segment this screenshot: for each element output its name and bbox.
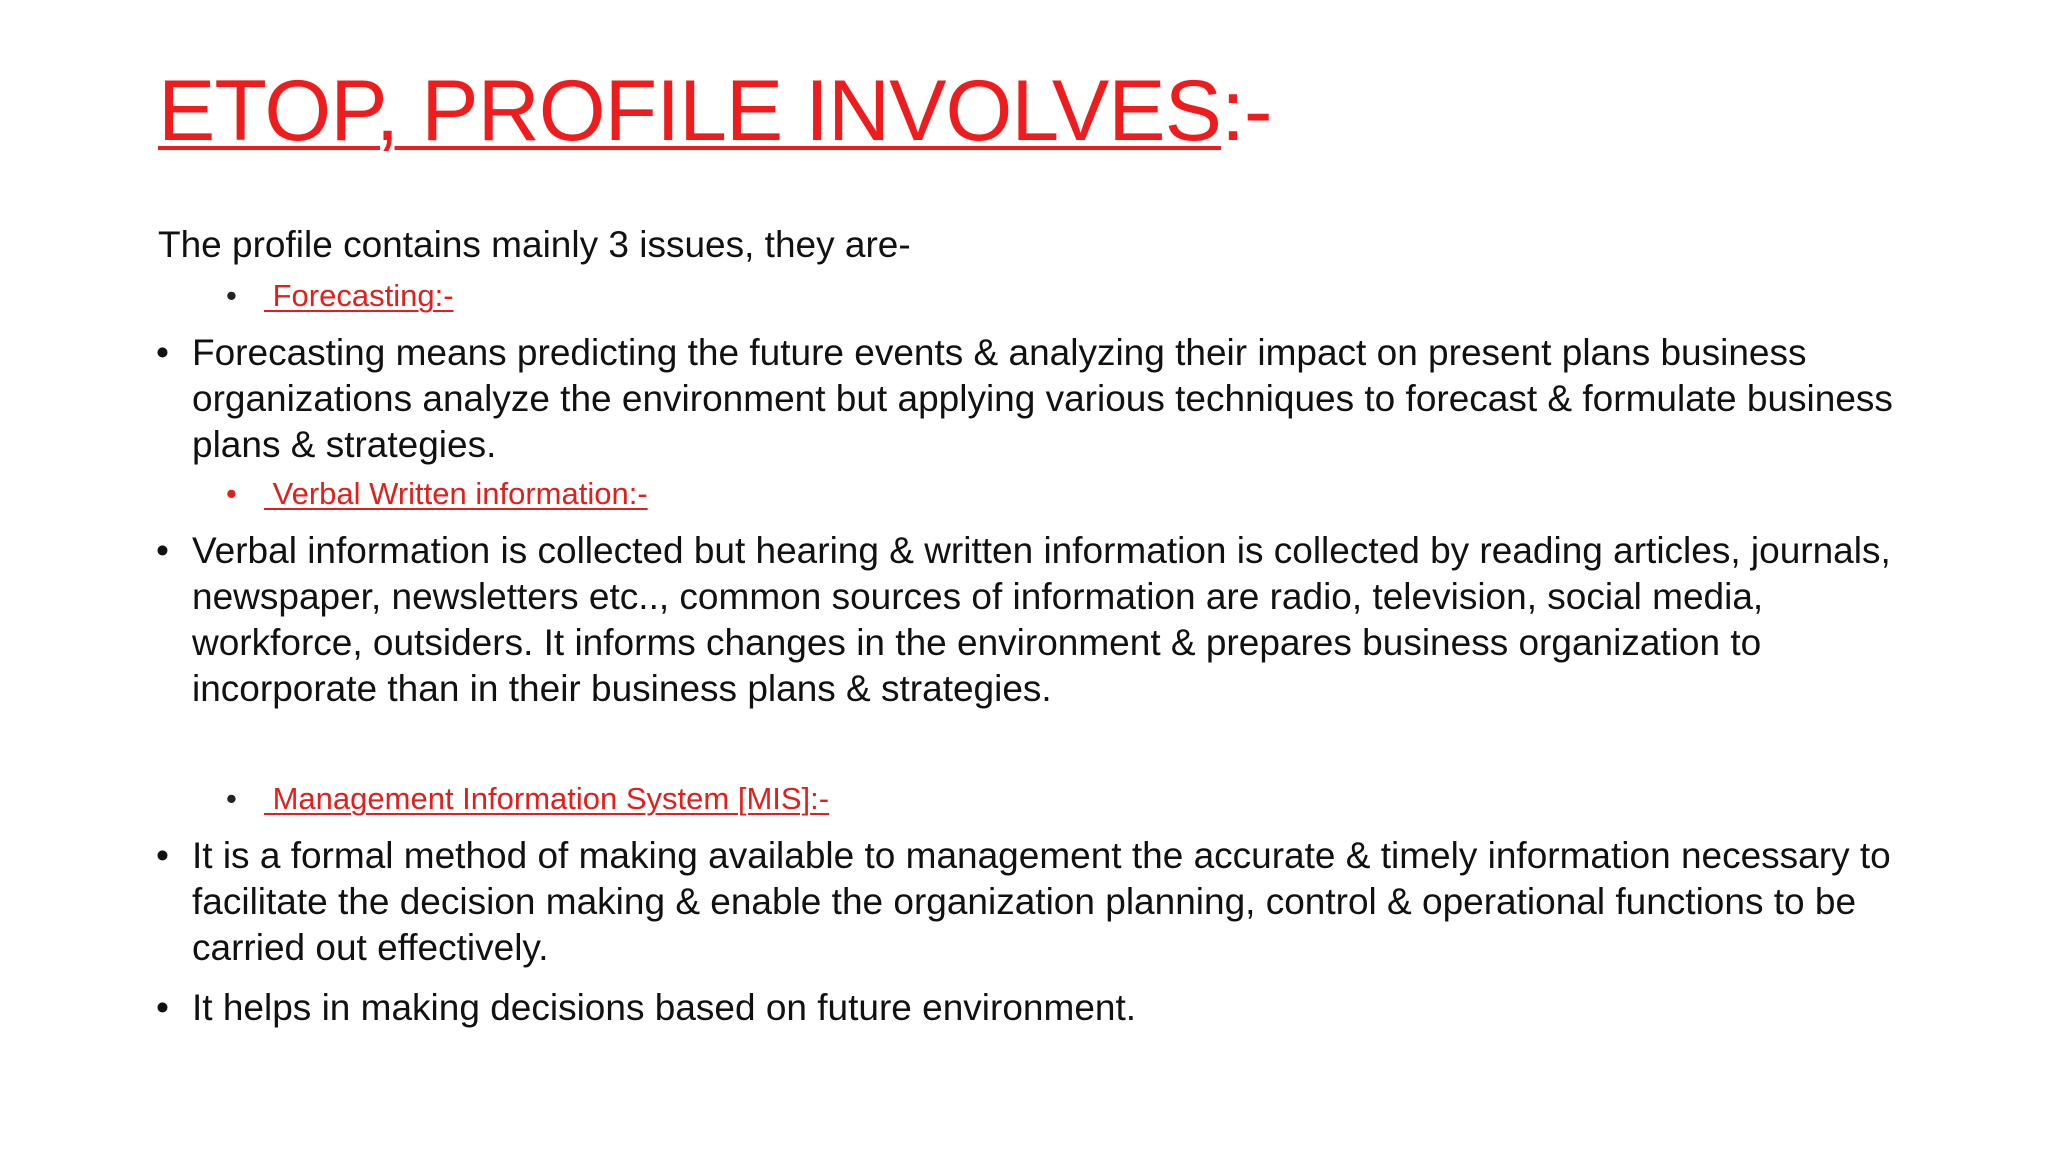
- bullet-icon: •: [156, 332, 169, 373]
- slide-title-suffix: :-: [1220, 63, 1272, 159]
- bullet-text: Verbal information is collected but hearing & written information is collected by reading articles, journals, newspaper, newsletters etc.., common sources of information are radio, television, social media, workforce, outsiders. It informs changes in the environment & prepares business organization to incorporate than in their business plans & strategies.: [192, 530, 1891, 709]
- section-heading-text: Verbal Written information:-: [264, 476, 648, 511]
- bullet-icon: •: [156, 835, 169, 876]
- section-heading-text: Management Information System [MIS]:-: [264, 781, 830, 816]
- bullet-icon: •: [226, 278, 237, 313]
- bullet-icon: •: [156, 530, 169, 571]
- bullet-point: [156, 330, 1916, 468]
- bullet-icon: •: [226, 781, 237, 816]
- section-heading-mis: [226, 779, 829, 819]
- bullet-icon: •: [226, 476, 237, 511]
- bullet-text: It helps in making decisions based on future environment.: [192, 987, 1137, 1028]
- bullet-text: It is a formal method of making available to management the accurate & timely information necessary to facilitate the decision making & enable the organization planning, control & operational functions to be carried out effectively.: [192, 835, 1891, 968]
- section-heading-text: Forecasting:-: [264, 278, 454, 313]
- bullet-icon: •: [156, 987, 169, 1028]
- bullet-text: Forecasting means predicting the future events & analyzing their impact on present plans business organizations analyze the environment but applying various techniques to forecast & formulate business plans & strategies.: [192, 332, 1893, 465]
- bullet-point: [156, 985, 1916, 1031]
- bullet-point: [156, 833, 1916, 971]
- bullet-point: [156, 528, 1916, 712]
- slide-title: [158, 63, 1272, 159]
- section-heading-forecasting: [226, 276, 454, 316]
- section-heading-verbal-written: [226, 474, 648, 514]
- intro-text: The profile contains mainly 3 issues, they are-: [158, 224, 911, 265]
- slide-title-main: ETOP, PROFILE INVOLVES: [158, 63, 1221, 159]
